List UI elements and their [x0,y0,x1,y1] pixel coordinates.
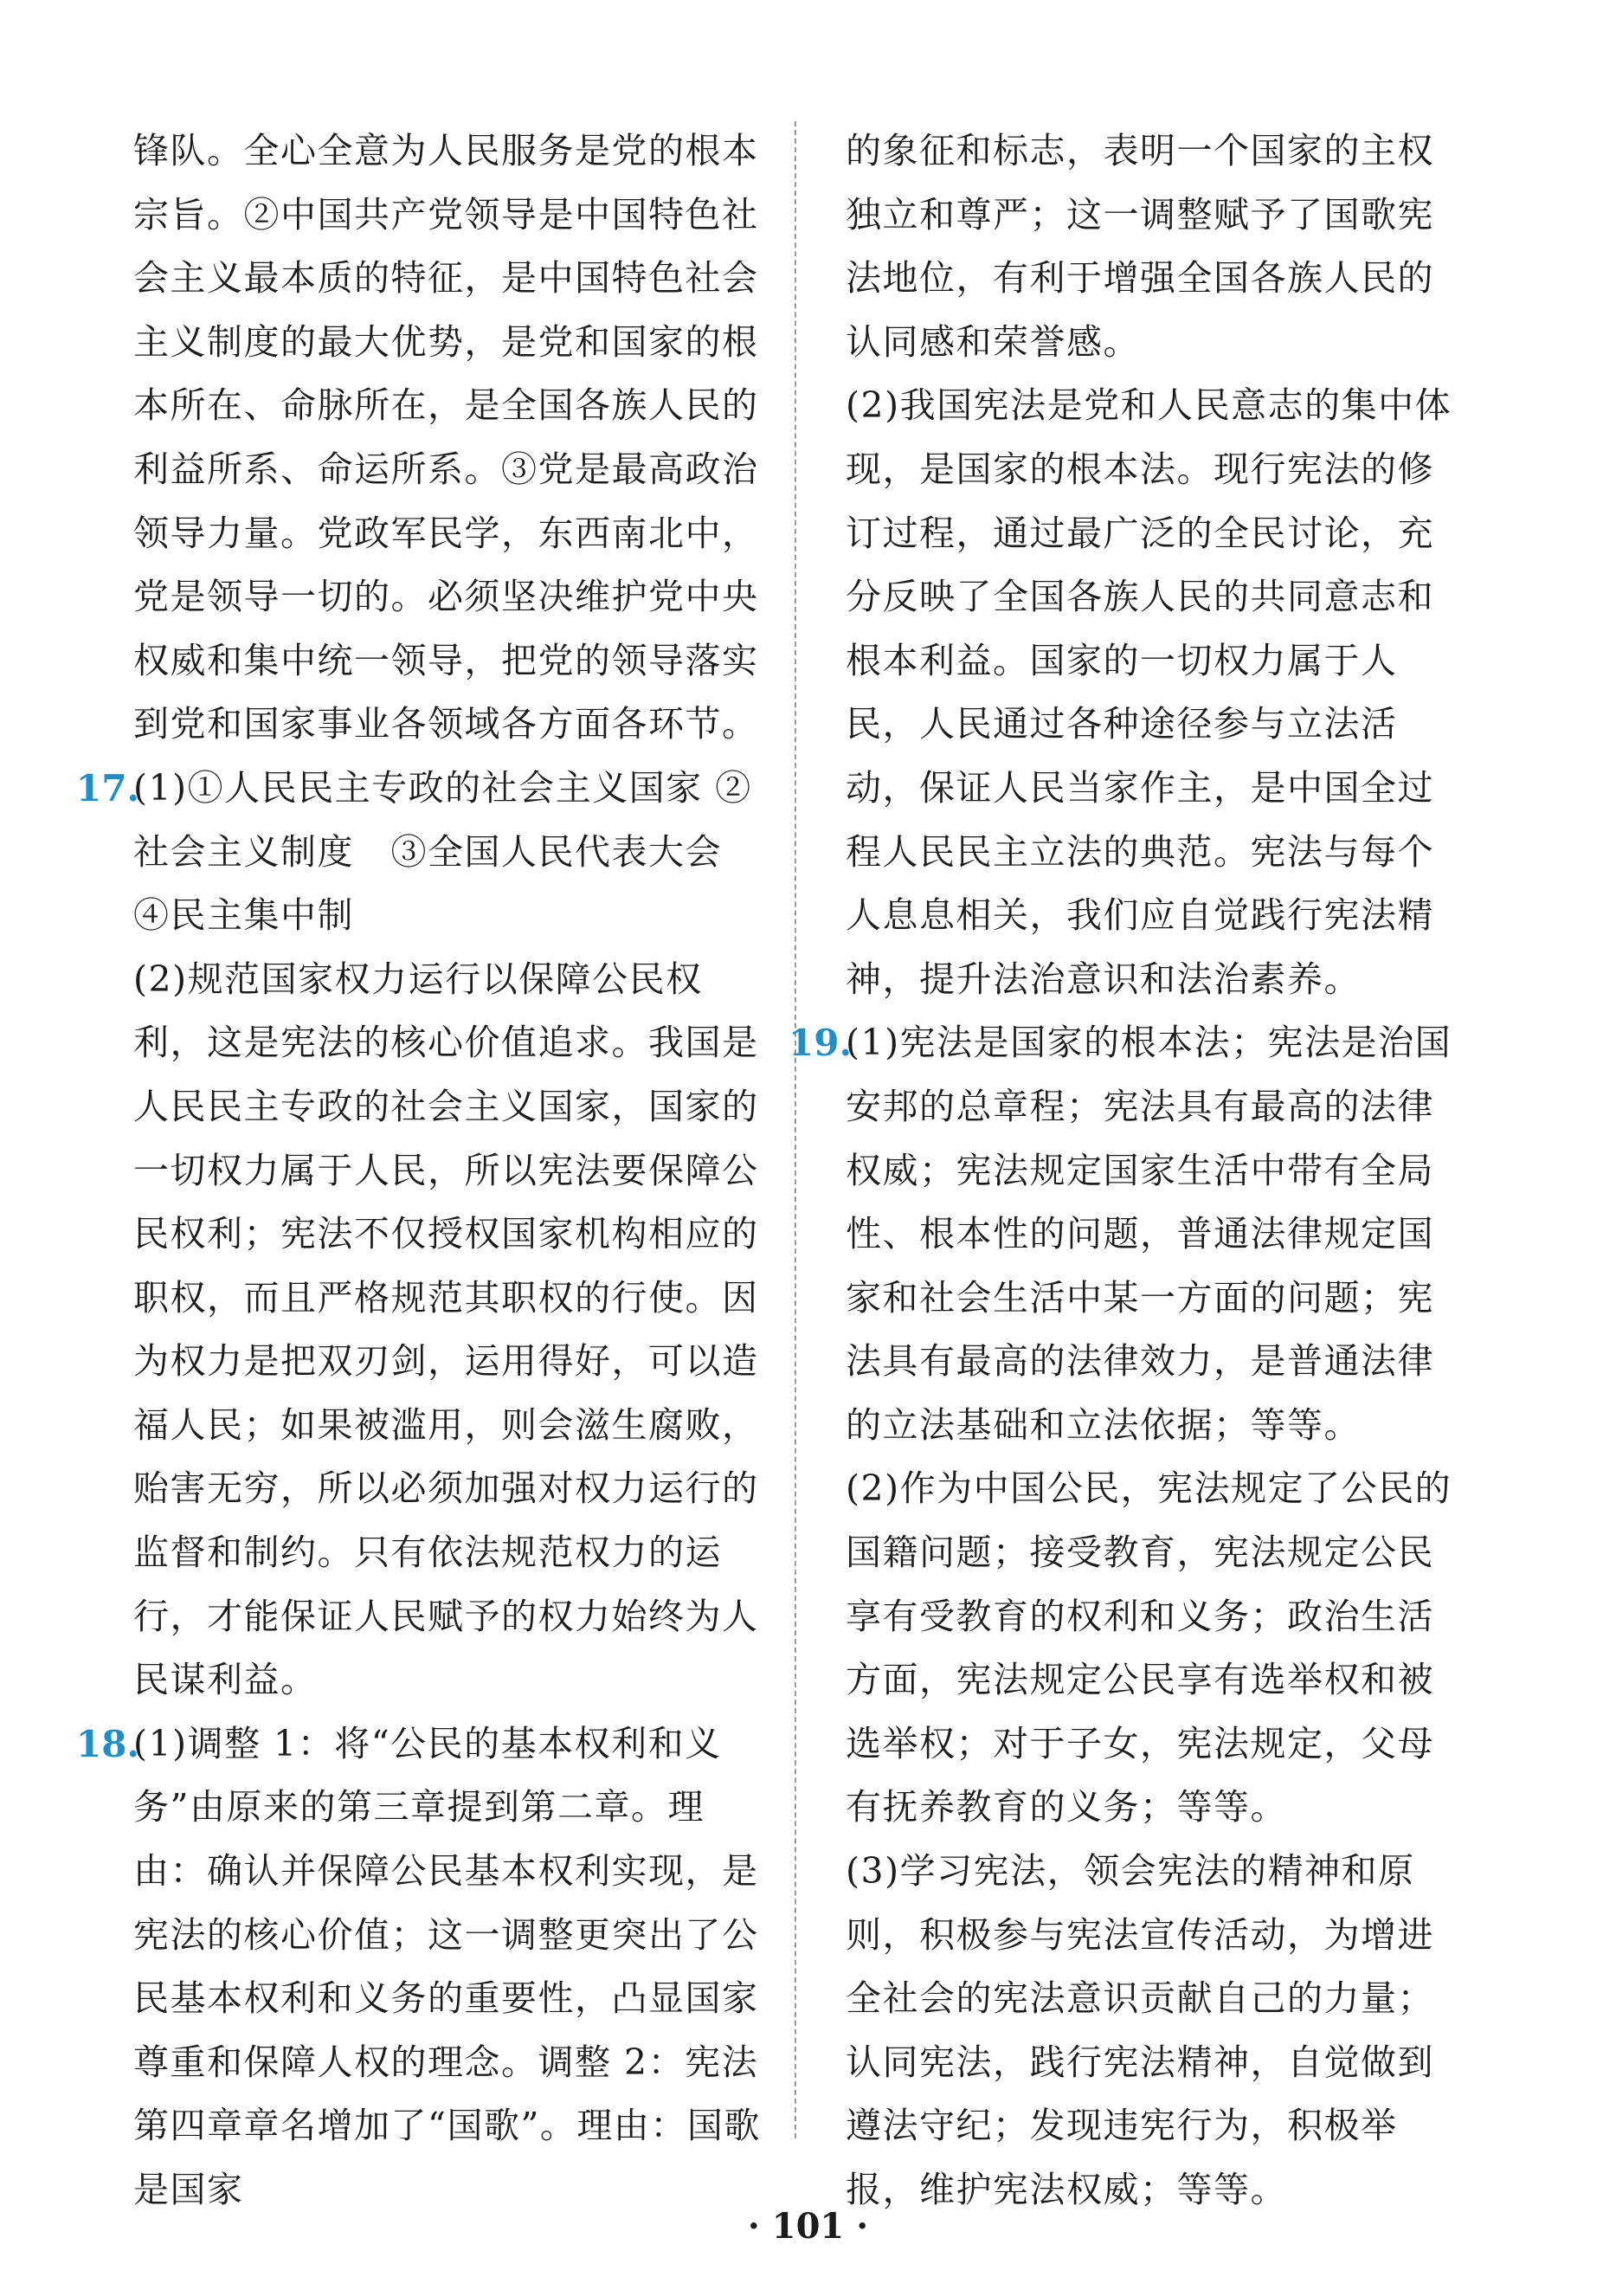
footer-bullet-right: · [856,2206,869,2247]
question-number-19: 19. [789,1022,853,1065]
question-number-17: 17. [76,766,140,809]
q18-part1-start: (1)调整 1：将“公民的基本权利和义务”由原来的第三章提到第二章。理由：确认并保障公民基本权利实现，是宪法的核心价值；这一调整更突出了公民基本权利和义务的重要性，凸显国家尊重和保障人权的理念。调整 2：宪法第四章章名增加了“国歌”。理由：国歌是国家 [133,1722,761,2210]
question-18 [76,1712,769,2222]
q18-part2: (2)我国宪法是党和人民意志的集中体现，是国家的根本法。现行宪法的修订过程，通过最广泛的全民讨论，充分反映了全国各族人民的共同意志和根本利益。国家的一切权力属于人民，人民通过各种途径参与立法活动，保证人民当家作主，是中国全过程人民民主立法的典范。宪法与每个人息息相关，我们应自觉践行宪法精神，提升法治意识和法治素养。 [846,384,1452,1000]
q17-part2: (2)规范国家权力运行以保障公民权利，这是宪法的核心价值追求。我国是人民民主专政的社会主义国家，国家的一切权力属于人民，所以宪法要保障公民权利；宪法不仅授权国家机构相应的职权，而且严格规范其职权的行使。因为权力是把双刃剑，运用得好，可以造福人民；如果被滥用，则会滋生腐败，贻害无穷，所以必须加强对权力运行的监督和制约。只有依法规范权力的运行，才能保证人民赋予的权力始终为人民谋利益。 [133,958,759,1701]
q19-part2: (2)作为中国公民，宪法规定了公民的国籍问题；接受教育，宪法规定公民享有受教育的权利和义务；政治生活方面，宪法规定公民享有选举权和被选举权；对于子女，宪法规定，父母有抚养教育的义务；等等。 [846,1467,1452,1828]
q19-part3: (3)学习宪法，领会宪法的精神和原则，积极参与宪法宣传活动，为增进全社会的宪法意识贡献自己的力量；认同宪法，践行宪法精神，自觉做到遵法守纪；发现违宪行为，积极举报，维护宪法权威；等等。 [846,1850,1434,2210]
q17-part1: (1)①人民民主专政的社会主义国家 ②社会主义制度 ③全国人民代表大会 ④民主集中制 [133,766,759,937]
question-number-18: 18. [76,1722,140,1765]
intro-paragraph: 锋队。全心全意为人民服务是党的根本宗旨。②中国共产党领导是中国特色社会主义最本质的特征，是中国特色社会主义制度的最大优势，是党和国家的根本所在、命脉所在，是全国各族人民的利益所系、命运所系。③党是最高政治领导力量。党政军民学，东西南北中，党是领导一切的。必须坚决维护党中央权威和集中统一领导，把党的领导落实到党和国家事业各领域各方面各环节。 [133,130,759,745]
page-number: 101 [771,2206,845,2247]
right-column [789,119,1460,2222]
page-footer [0,2206,1616,2247]
footer-bullet-left: · [747,2206,760,2247]
q19-part1: (1)宪法是国家的根本法；宪法是治国安邦的总章程；宪法具有最高的法律权威；宪法规定国家生活中带有全局性、根本性的问题，普通法律规定国家和社会生活中某一方面的问题；宪法具有最高的法律效力，是普通法律的立法基础和立法依据；等等。 [846,1022,1452,1446]
left-column [76,119,769,2222]
question-19 [789,1011,1460,2222]
q18-part1-continued: 的象征和标志，表明一个国家的主权独立和尊严；这一调整赋予了国歌宪法地位，有利于增强全国各族人民的认同感和荣誉感。 [846,130,1434,363]
question-17 [76,757,769,1712]
